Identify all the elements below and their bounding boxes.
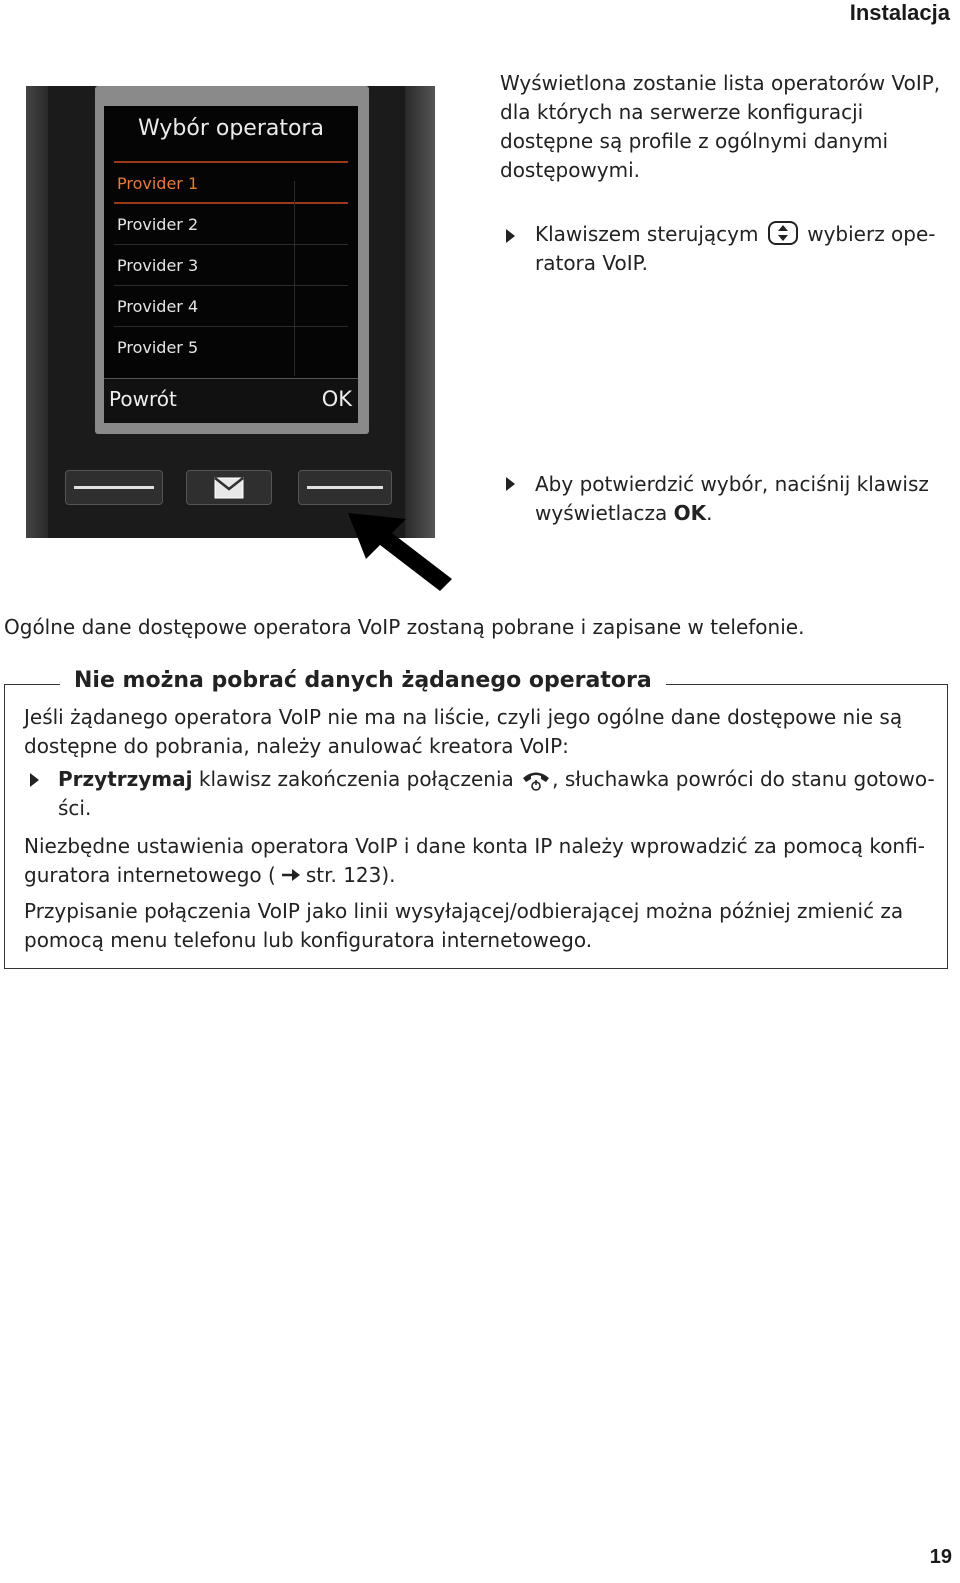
display-key-right[interactable]: [298, 470, 392, 505]
selection-line-top: [114, 161, 348, 163]
provider-item-3[interactable]: Provider 3: [117, 256, 199, 275]
text-line: Jeśli żądanego operatora VoIP nie ma na liście, czyli jego ogólne dane dostępowe nie są: [24, 705, 903, 729]
provider-item-1[interactable]: Provider 1: [117, 174, 199, 193]
provider-item-2[interactable]: Provider 2: [117, 215, 199, 234]
text-line: Przypisanie połączenia VoIP jako linii wysyłającej/odbierającej można później zmienić za: [24, 899, 904, 923]
softkey-ok[interactable]: OK: [321, 387, 352, 411]
end-call-icon: [520, 768, 552, 792]
ok-keyword: OK: [673, 501, 707, 525]
notice-title-wrap: [60, 668, 666, 693]
step-text: Aby potwierdzić wybór, naciśnij klawisz: [535, 472, 929, 496]
softkey-bar: [104, 378, 358, 423]
step-text: wybierz ope-: [807, 222, 936, 246]
step-text: ratora VoIP.: [535, 251, 648, 275]
pointer-arrow-icon: [340, 505, 460, 595]
notice-step: [58, 765, 938, 823]
envelope-icon: [214, 477, 244, 499]
text-line[interactable]: str. 123).: [305, 863, 396, 887]
page-reference-arrow-icon: [280, 867, 302, 883]
step-text: Klawiszem sterującym: [535, 222, 759, 246]
text-line: pomocą menu telefonu lub konfiguratora internetowego.: [24, 928, 593, 952]
step-confirm: [535, 470, 955, 528]
text-line: guratora internetowego (: [24, 863, 276, 887]
phone-screen: [104, 106, 358, 422]
step-text: wyświetlacza: [535, 501, 668, 525]
notice-paragraph-2: [24, 832, 939, 890]
phone-bezel-right: [405, 86, 435, 538]
selection-line-bottom: [114, 202, 348, 204]
download-info-line: Ogólne dane dostępowe operatora VoIP zostaną pobrane i zapisane w telefonie.: [4, 615, 805, 639]
period: .: [706, 501, 713, 525]
list-separator: [114, 326, 348, 327]
text-line: dostępne do pobrania, należy anulować kreatora VoIP:: [24, 734, 569, 758]
message-key[interactable]: [186, 470, 272, 505]
step-select-provider: [535, 220, 955, 278]
page-number: 19: [929, 1546, 952, 1568]
bullet-arrow-icon: [506, 477, 515, 491]
display-key-left[interactable]: [65, 470, 163, 505]
list-separator: [114, 244, 348, 245]
notice-paragraph-3: [24, 897, 939, 955]
provider-item-4[interactable]: Provider 4: [117, 297, 199, 316]
screen-title: Wybór operatora: [138, 116, 324, 141]
step-text: , słuchawka powróci do stanu gotowo-: [552, 767, 935, 791]
page-header-title: Instalacja: [849, 0, 950, 25]
list-separator: [114, 285, 348, 286]
bullet-arrow-icon: [30, 773, 39, 787]
text-line: Niezbędne ustawienia operatora VoIP i dane konta IP należy wprowadzić za pomocą konfi-: [24, 834, 925, 858]
phone-bezel-left: [26, 86, 48, 538]
bullet-arrow-icon: [506, 229, 515, 243]
notice-title: Nie można pobrać danych żądanego operatora: [74, 668, 652, 693]
hold-keyword: Przytrzymaj: [58, 767, 193, 791]
list-divider-vertical: [294, 181, 295, 376]
provider-item-5[interactable]: Provider 5: [117, 338, 199, 357]
softkey-back[interactable]: Powrót: [109, 387, 177, 411]
intro-paragraph: Wyświetlona zostanie lista operatorów VoIP, dla których na serwerze konfiguracji dostępne są profile z ogólnymi danymi dostępowymi.: [500, 71, 941, 182]
phone-illustration: [26, 86, 435, 538]
notice-paragraph-1: [24, 703, 939, 761]
step-text: ści.: [58, 796, 92, 820]
navigation-key-icon: [768, 221, 798, 245]
step-text: klawisz zakończenia połączenia: [198, 767, 514, 791]
